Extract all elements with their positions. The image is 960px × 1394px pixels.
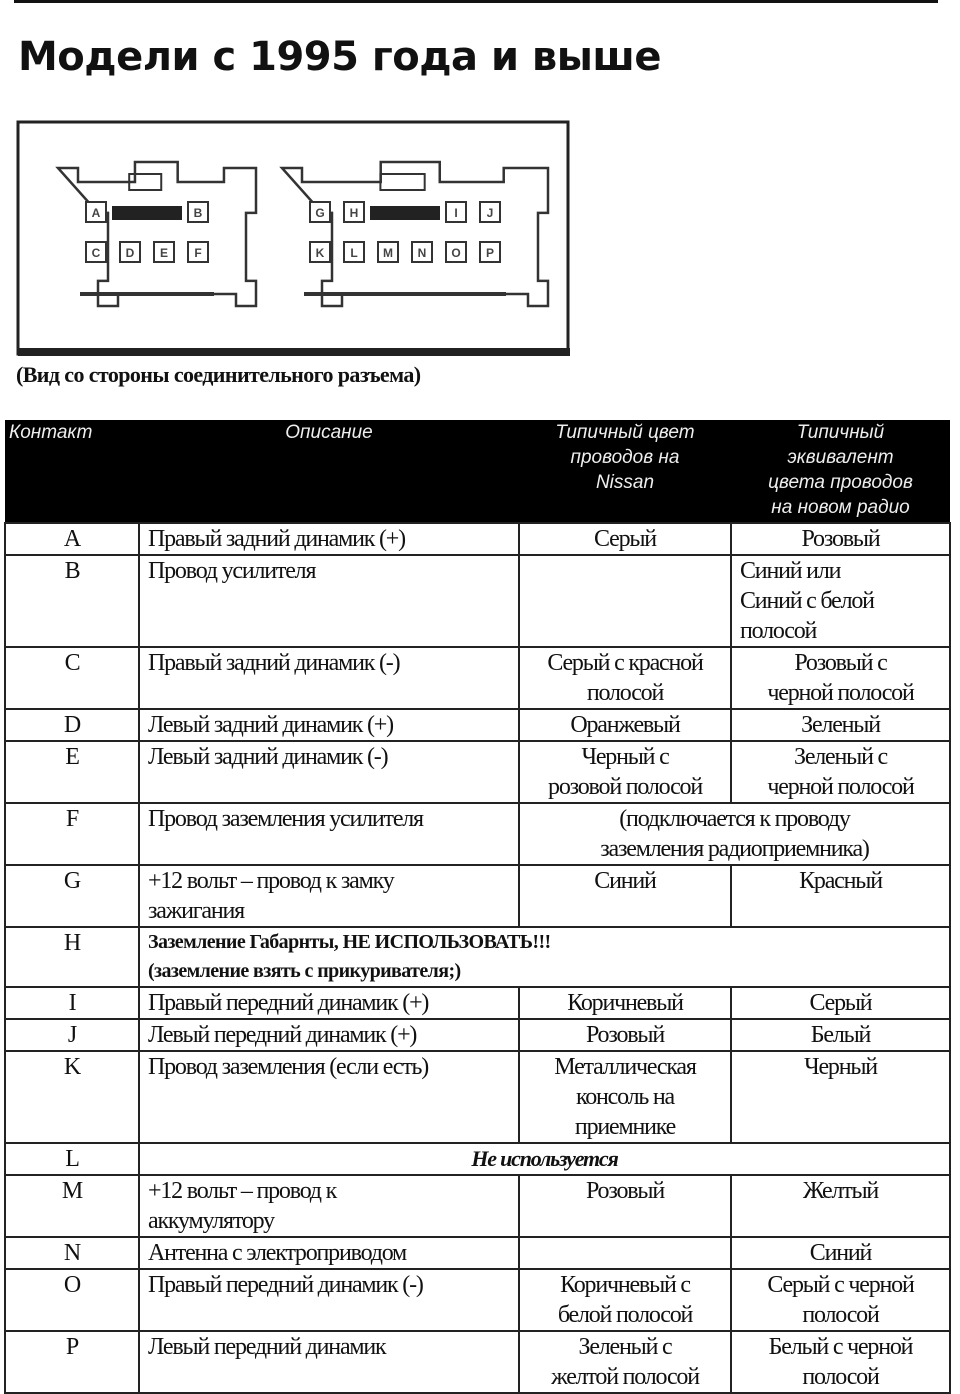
nissan-color-cell: Розовый bbox=[519, 1175, 731, 1237]
pin-M bbox=[378, 242, 398, 262]
svg-text:G: G bbox=[315, 206, 325, 220]
radio-color-cell: Красный bbox=[731, 865, 950, 927]
table-row-K bbox=[5, 1051, 950, 1143]
nissan-color-cell: Оранжевый bbox=[519, 709, 731, 741]
pin-L bbox=[344, 242, 364, 262]
nissan-color-cell: Зеленый с желтой полосой bbox=[519, 1331, 731, 1393]
table-row-B bbox=[5, 555, 950, 647]
description-cell: Правый задний динамик (-) bbox=[139, 647, 519, 709]
pin-F bbox=[188, 242, 208, 262]
description-cell: Провод усилителя bbox=[139, 555, 519, 647]
pin-cell: A bbox=[5, 523, 139, 555]
svg-text:J: J bbox=[486, 206, 494, 220]
svg-text:H: H bbox=[349, 206, 359, 220]
key-slot bbox=[370, 206, 440, 220]
radio-color-cell: Серый bbox=[731, 987, 950, 1019]
radio-color-cell: Розовый с черной полосой bbox=[731, 647, 950, 709]
radio-color-cell: Зеленый bbox=[731, 709, 950, 741]
table-row-N bbox=[5, 1237, 950, 1269]
pin-C bbox=[86, 242, 106, 262]
description-cell: Левый задний динамик (-) bbox=[139, 741, 519, 803]
description-cell: Правый передний динамик (-) bbox=[139, 1269, 519, 1331]
table-row-O bbox=[5, 1269, 950, 1331]
table-row-G bbox=[5, 865, 950, 927]
table-row-M bbox=[5, 1175, 950, 1237]
svg-text:D: D bbox=[125, 246, 135, 260]
description-cell: Левый передний динамик (+) bbox=[139, 1019, 519, 1051]
pin-cell: L bbox=[5, 1143, 139, 1175]
description-cell: Антенна с электроприводом bbox=[139, 1237, 519, 1269]
pin-cell: G bbox=[5, 865, 139, 927]
pin-cell: H bbox=[5, 927, 139, 987]
description-cell: +12 вольт – провод к замку зажигания bbox=[139, 865, 519, 927]
warning-cell: Заземление Габарнты, НЕ ИСПОЛЬЗОВАТЬ!!! (заземление взять с прикуривателя;) bbox=[139, 927, 950, 987]
svg-text:N: N bbox=[417, 246, 427, 260]
pin-B bbox=[188, 202, 208, 222]
pin-N bbox=[412, 242, 432, 262]
radio-color-cell: Белый bbox=[731, 1019, 950, 1051]
pin-D bbox=[120, 242, 140, 262]
description-cell: Левый задний динамик (+) bbox=[139, 709, 519, 741]
pin-cell: O bbox=[5, 1269, 139, 1331]
nissan-color-cell: Серый с красной полосой bbox=[519, 647, 731, 709]
nissan-color-cell: Розовый bbox=[519, 1019, 731, 1051]
pin-cell: E bbox=[5, 741, 139, 803]
table-row-A bbox=[5, 523, 950, 555]
radio-color-cell: Синий bbox=[731, 1237, 950, 1269]
svg-text:P: P bbox=[485, 246, 495, 260]
nissan-color-cell: Синий bbox=[519, 865, 731, 927]
pin-O bbox=[446, 242, 466, 262]
top-rule bbox=[14, 0, 938, 3]
pinout-table bbox=[4, 420, 951, 1394]
table-row-L bbox=[5, 1143, 950, 1175]
nissan-color-cell bbox=[519, 1237, 731, 1269]
header-nissan-color: Типичный цвет проводов на Nissan bbox=[519, 420, 731, 523]
radio-color-cell: Черный bbox=[731, 1051, 950, 1143]
pin-P bbox=[480, 242, 500, 262]
pin-J bbox=[480, 202, 500, 222]
table-row-J bbox=[5, 1019, 950, 1051]
table-row-I bbox=[5, 987, 950, 1019]
svg-text:F: F bbox=[194, 246, 202, 260]
nissan-color-cell: Черный с розовой полосой bbox=[519, 741, 731, 803]
nissan-color-cell bbox=[519, 555, 731, 647]
pin-cell: D bbox=[5, 709, 139, 741]
radio-color-cell: Зеленый с черной полосой bbox=[731, 741, 950, 803]
pin-cell: B bbox=[5, 555, 139, 647]
pin-cell: K bbox=[5, 1051, 139, 1143]
merged-color-cell: (подключается к проводу заземления радиоприемника) bbox=[519, 803, 950, 865]
svg-text:L: L bbox=[350, 246, 358, 260]
svg-text:C: C bbox=[91, 246, 101, 260]
nissan-color-cell: Коричневый bbox=[519, 987, 731, 1019]
nissan-color-cell: Серый bbox=[519, 523, 731, 555]
pin-G bbox=[310, 202, 330, 222]
pin-E bbox=[154, 242, 174, 262]
pin-K bbox=[310, 242, 330, 262]
svg-text:M: M bbox=[383, 246, 393, 260]
key-slot bbox=[112, 206, 182, 220]
svg-text:B: B bbox=[193, 206, 203, 220]
description-cell: Провод заземления (если есть) bbox=[139, 1051, 519, 1143]
svg-text:A: A bbox=[91, 206, 101, 220]
diagram-caption: (Вид со стороны соединительного разъема) bbox=[16, 362, 421, 387]
table-row-H bbox=[5, 927, 950, 987]
pin-cell: M bbox=[5, 1175, 139, 1237]
radio-color-cell: Желтый bbox=[731, 1175, 950, 1237]
description-cell: Правый задний динамик (+) bbox=[139, 523, 519, 555]
pin-cell: N bbox=[5, 1237, 139, 1269]
table-row-F bbox=[5, 803, 950, 865]
table-header-row bbox=[5, 420, 950, 523]
table-row-P bbox=[5, 1331, 950, 1393]
table-row-C bbox=[5, 647, 950, 709]
radio-color-cell: Синий или Синий с белой полосой bbox=[731, 555, 950, 647]
radio-color-cell: Серый с черной полосой bbox=[731, 1269, 950, 1331]
svg-text:K: K bbox=[315, 246, 325, 260]
svg-text:I: I bbox=[454, 206, 458, 220]
pin-I bbox=[446, 202, 466, 222]
header-description: Описание bbox=[139, 420, 519, 523]
pin-cell: I bbox=[5, 987, 139, 1019]
pin-H bbox=[344, 202, 364, 222]
pin-cell: C bbox=[5, 647, 139, 709]
table-row-D bbox=[5, 709, 950, 741]
connector-diagram bbox=[16, 120, 572, 360]
pin-cell: P bbox=[5, 1331, 139, 1393]
unused-cell: Не используется bbox=[139, 1143, 950, 1175]
pin-cell: J bbox=[5, 1019, 139, 1051]
nissan-color-cell: Коричневый с белой полосой bbox=[519, 1269, 731, 1331]
svg-text:E: E bbox=[159, 246, 169, 260]
radio-color-cell: Розовый bbox=[731, 523, 950, 555]
header-contact: Контакт bbox=[5, 420, 139, 523]
table-row-E bbox=[5, 741, 950, 803]
page-title: Модели с 1995 года и выше bbox=[18, 34, 662, 80]
pin-A bbox=[86, 202, 106, 222]
radio-color-cell: Белый с черной полосой bbox=[731, 1331, 950, 1393]
nissan-color-cell: Металлическая консоль на приемнике bbox=[519, 1051, 731, 1143]
description-cell: Правый передний динамик (+) bbox=[139, 987, 519, 1019]
description-cell: Левый передний динамик bbox=[139, 1331, 519, 1393]
pin-cell: F bbox=[5, 803, 139, 865]
description-cell: +12 вольт – провод к аккумулятору bbox=[139, 1175, 519, 1237]
svg-text:O: O bbox=[451, 246, 461, 260]
header-radio-color: Типичный эквивалент цвета проводов на новом радио bbox=[731, 420, 950, 523]
description-cell: Провод заземления усилителя bbox=[139, 803, 519, 865]
